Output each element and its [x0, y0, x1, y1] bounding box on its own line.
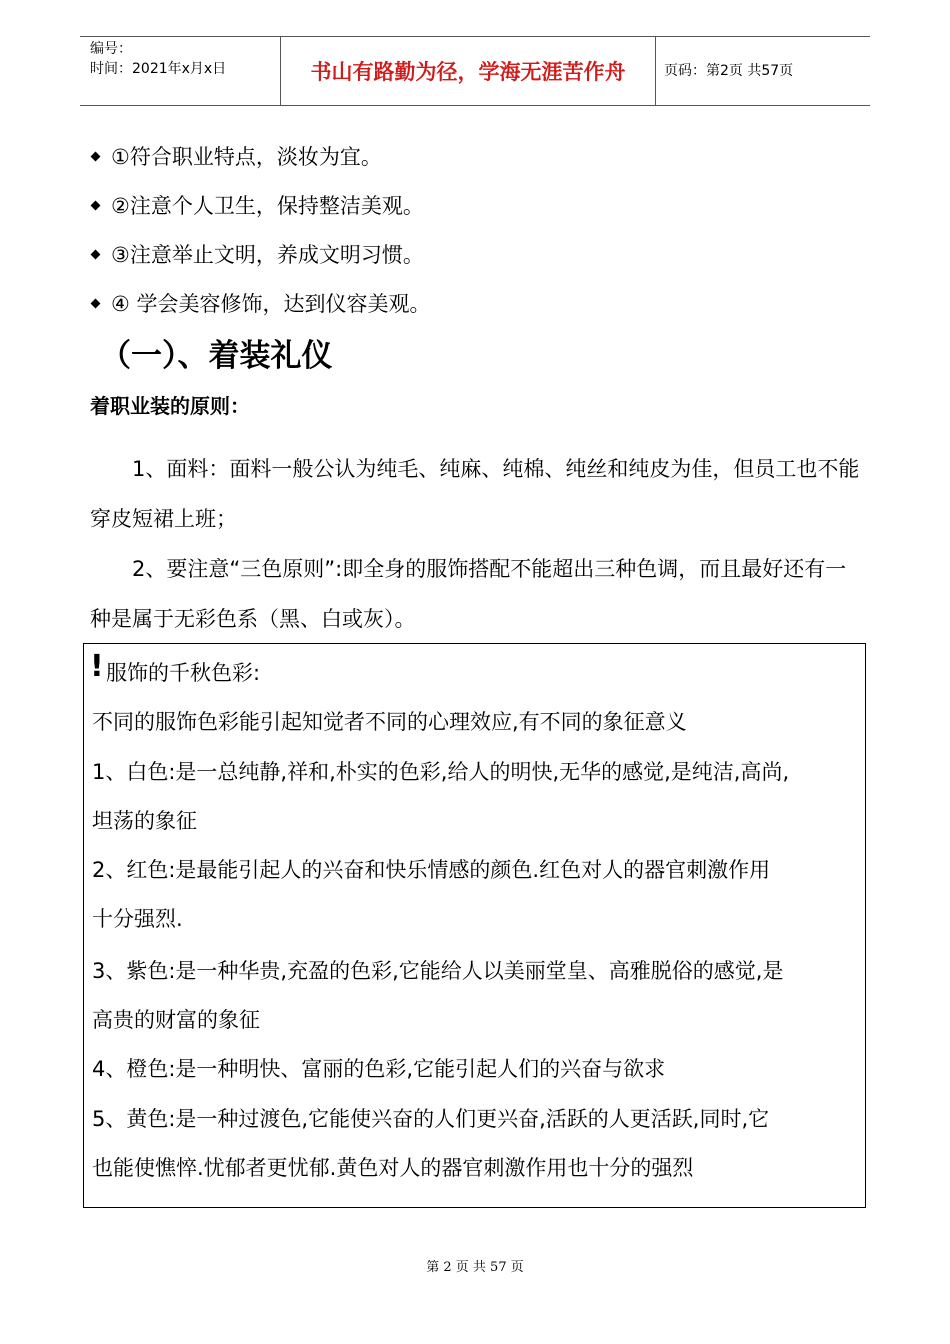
box-line: 5、黄色:是一种过渡色,它能使兴奋的人们更兴奋,活跃的人更活跃,同时,它 [92, 1107, 770, 1131]
paragraph [90, 544, 862, 644]
bullet-text: ④ 学会美容修饰，达到仪容美观。 [111, 292, 431, 316]
exclamation-icon: ! [90, 649, 104, 684]
box-line: 不同的服饰色彩能引起知觉者不同的心理效应,有不同的象征意义 [92, 710, 687, 734]
box-line: 坦荡的象征 [92, 809, 197, 833]
box-line: 十分强烈. [92, 907, 183, 931]
header-motto-cell [280, 37, 656, 105]
diamond-bullet-icon [91, 152, 101, 162]
box-line: 3、紫色:是一种华贵,充盈的色彩,它能给人以美丽堂皇、高雅脱俗的感觉,是 [92, 959, 784, 983]
subheading: 着职业装的原则： [90, 394, 250, 418]
page-footer: 第 2 页 共 57 页 [426, 1260, 524, 1275]
bullet-item [92, 240, 424, 270]
bullet-text: ②注意个人卫生，保持整洁美观。 [111, 194, 424, 218]
header-page-number: 页码：第2页 共57页 [664, 63, 794, 79]
color-meaning-box [83, 643, 866, 1208]
document-time-label: 时间：2021年x月x日 [90, 61, 227, 77]
section-title: （一）、着装礼仪 [100, 338, 333, 374]
paragraph [90, 444, 862, 544]
header-info-cell [80, 37, 280, 105]
bullet-item [92, 289, 431, 319]
diamond-bullet-icon [91, 201, 101, 211]
document-number-label: 编号： [90, 41, 132, 57]
diamond-bullet-icon [91, 250, 101, 260]
box-title: 服饰的千秋色彩: [106, 661, 261, 685]
box-line: 1、白色:是一总纯静,祥和,朴实的色彩,给人的明快,无华的感觉,是纯洁,高尚, [92, 760, 790, 784]
diamond-bullet-icon [91, 299, 101, 309]
bullet-item [92, 191, 424, 221]
paragraph-text: 1、面料：面料一般公认为纯毛、纯麻、纯棉、纯丝和纯皮为佳，但员工也不能穿皮短裙上班； [90, 457, 860, 531]
box-line: 也能使憔悴.忧郁者更忧郁.黄色对人的器官刺激作用也十分的强烈 [92, 1156, 694, 1180]
bullet-item [92, 142, 382, 172]
box-line: 4、橙色:是一种明快、富丽的色彩,它能引起人们的兴奋与欲求 [92, 1057, 666, 1081]
header-motto: 书山有路勤为径，学海无涯苦作舟 [310, 59, 626, 84]
paragraph-text: 2、要注意“三色原则”:即全身的服饰搭配不能超出三种色调，而且最好还有一种是属于无彩色系（黑、白或灰）。 [90, 557, 847, 631]
box-line: 高贵的财富的象征 [92, 1008, 260, 1032]
header-page-cell [656, 37, 870, 105]
bullet-text: ①符合职业特点，淡妆为宜。 [111, 145, 382, 169]
page-header [80, 36, 870, 106]
box-line: 2、红色:是最能引起人的兴奋和快乐情感的颜色.红色对人的器官刺激作用 [92, 858, 771, 882]
bullet-text: ③注意举止文明，养成文明习惯。 [111, 243, 424, 267]
